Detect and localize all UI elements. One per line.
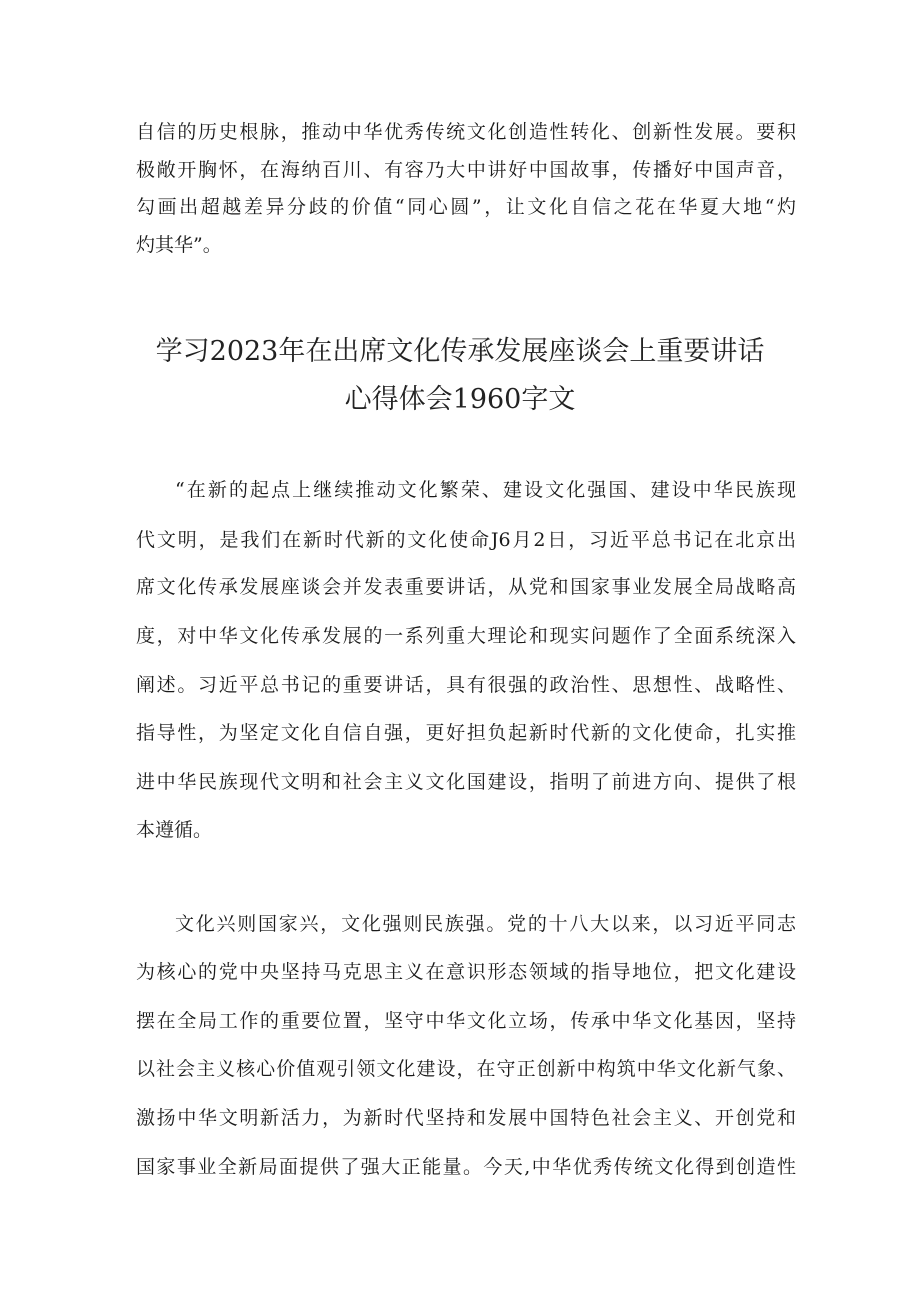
paragraph-line: 为核心的党中央坚持马克思主义在意识形态领域的指导地位，把文化建设 bbox=[136, 961, 796, 983]
paragraph-line: 摆在全局工作的重要位置，坚守中华文化立场，传承中华文化基因，坚持 bbox=[136, 1010, 796, 1032]
paragraph-line: 进中华民族现代文明和社会主义文化国建设，指明了前进方向、提供了根 bbox=[136, 771, 796, 793]
paragraph-line: 国家事业全新局面提供了强大正能量。今天,中华优秀传统文化得到创造性 bbox=[136, 1156, 796, 1178]
title-line-1: 学习2023年在出席文化传承发展座谈会上重要讲话 bbox=[155, 336, 765, 367]
paragraph-line: 度，对中华文化传承发展的一系列重大理论和现实问题作了全面系统深入 bbox=[136, 625, 796, 647]
paragraph-line: 指导性，为坚定文化自信自强，更好担负起新时代新的文化使命，扎实推 bbox=[136, 722, 796, 744]
paragraph-line: 文化兴则国家兴，文化强则民族强。党的十八大以来，以习近平同志 bbox=[175, 913, 796, 935]
paragraph-line: 激扬中华文明新活力，为新时代坚持和发展中国特色社会主义、开创党和 bbox=[136, 1107, 796, 1129]
paragraph-line: 代文明，是我们在新时代新的文化使命J6月2日，习近平总书记在北京出 bbox=[136, 529, 796, 551]
paragraph-line: 席文化传承发展座谈会并发表重要讲话，从党和国家事业发展全局战略高 bbox=[136, 576, 796, 598]
paragraph-line: “在新的起点上继续推动文化繁荣、建设文化强国、建设中华民族现 bbox=[175, 479, 796, 501]
paragraph-line: 本遵循。 bbox=[136, 819, 213, 841]
paragraph-line: 自信的历史根脉，推动中华优秀传统文化创造性转化、创新性发展。要积 bbox=[136, 121, 796, 143]
paragraph-line: 勾画出超越差异分歧的价值“同心圆”，让文化自信之花在华夏大地“灼 bbox=[136, 196, 796, 218]
paragraph-line: 以社会主义核心价值观引领文化建设，在守正创新中构筑中华文化新气象、 bbox=[136, 1058, 796, 1080]
paragraph-line: 阐述。习近平总书记的重要讲话，具有很强的政治性、思想性、战略性、 bbox=[136, 674, 796, 696]
title-line-2: 心得体会1960字文 bbox=[344, 384, 576, 415]
paragraph-line: 极敞开胸怀，在海纳百川、有容乃大中讲好中国故事，传播好中国声音， bbox=[136, 159, 796, 181]
paragraph-line: 灼其华”。 bbox=[136, 234, 222, 256]
